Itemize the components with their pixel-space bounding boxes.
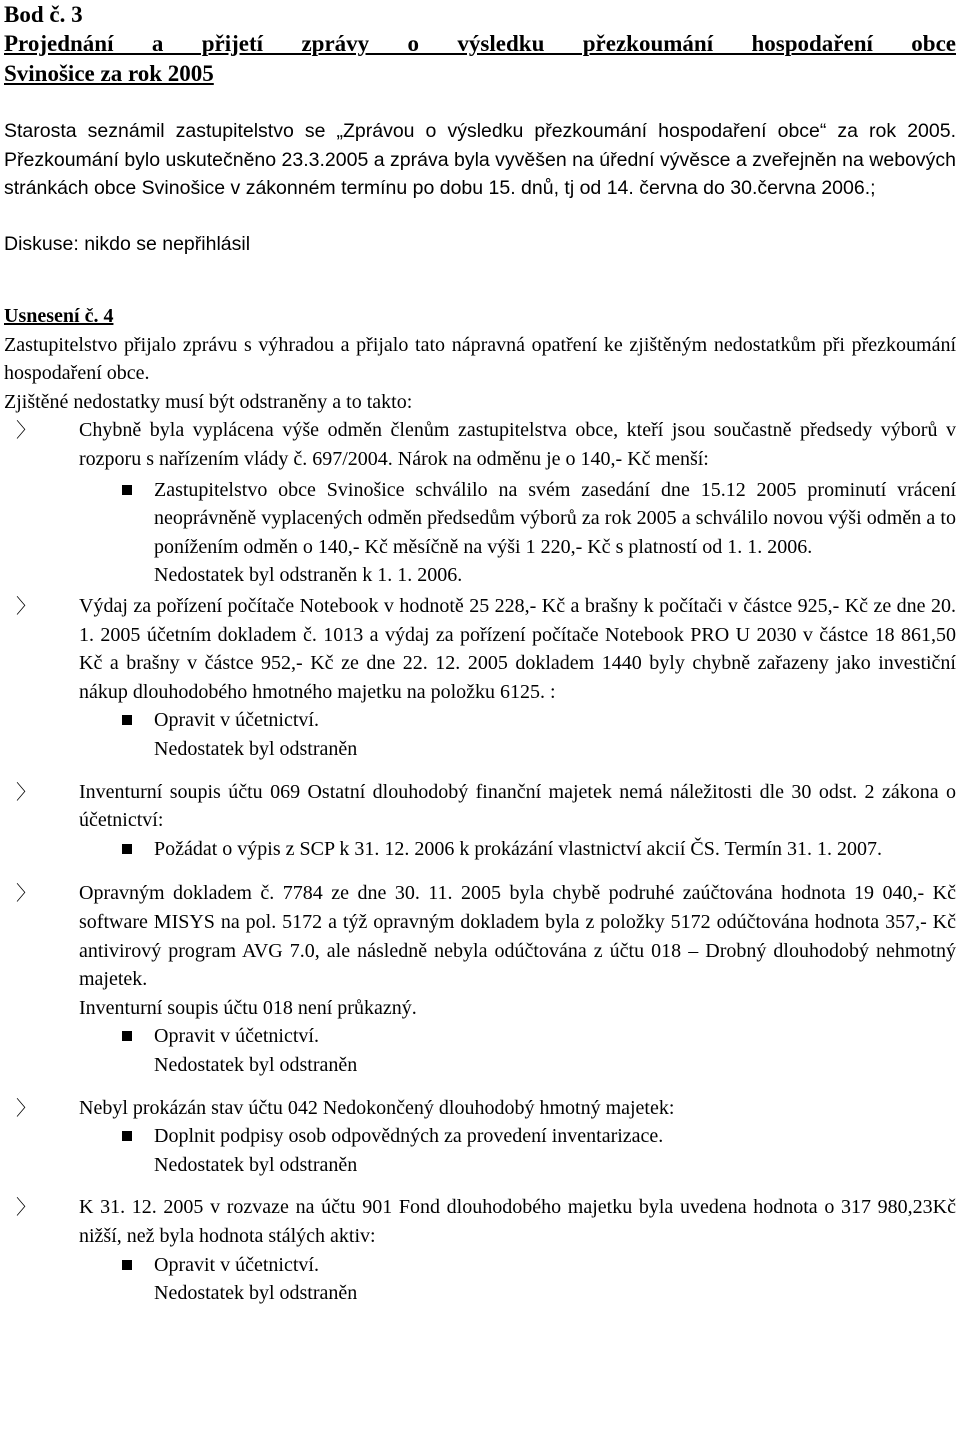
intro-paragraph: Starosta seznámil zastupitelstvo se „Zprávou o výsledku přezkoumání hospodaření obce“ za rok 2005. Přezkoumání bylo uskutečněno 23.3.2005 a zpráva byla vyvěšen na úřední vývěsce a zveřejněn na webových stránkách obce Svinošice v zákonném termínu po dobu 15. dnů, tj od 14. června do 30.června 2006.;	[4, 120, 956, 199]
remedy-status: Nedostatek byl odstraněn	[154, 738, 358, 760]
remedy-status: Nedostatek byl odstraněn	[154, 1153, 358, 1176]
finding-item	[4, 592, 956, 706]
remedy-status: Nedostatek byl odstraněn	[154, 1282, 358, 1305]
square-bullet-icon	[122, 715, 132, 725]
remedy-item	[4, 706, 956, 735]
remedy-item	[4, 1122, 956, 1151]
finding-extra: Inventurní soupis účtu 018 není průkazný.	[79, 996, 417, 1019]
angle-bracket-icon: 〉	[16, 881, 36, 906]
discussion-line: Diskuse: nikdo se nepřihlásil	[4, 232, 251, 255]
remedy-status: Nedostatek byl odstraněn k 1. 1. 2006.	[154, 564, 463, 587]
remedy-item	[4, 1251, 956, 1280]
remedy-item	[4, 835, 956, 864]
document-title-line1: Projednání a přijetí zprávy o výsledku přezkoumání hospodaření obce	[4, 31, 956, 56]
finding-text: Výdaj za pořízení počítače Notebook v hodnotě 25 228,- Kč a brašny k počítači v částce 925,- Kč ze dne 20. 1. 2005 účetním dokladem č. 1013 a výdaj za pořízení počítače Notebook PRO U 2030 v částce 18 861,50 Kč a brašny v částce 952,- Kč ze dne 22. 12. 2005 dokladem 1440 byly chybně zařazeny jako investiční nákup dlouhodobého hmotného majetku na položku 6125. :	[79, 595, 956, 703]
finding-item	[4, 416, 956, 473]
remedy-text: Zastupitelstvo obce Svinošice schválilo na svém zasedání dne 15.12 2005 prominutí vrácení neoprávněně vyplacených odměn předsedům výborů za rok 2005 a schválilo novou výši odměn a to ponížením odměn o 140,- Kč měsíčně na výši 1 220,- Kč s platností od 1. 1. 2006.	[154, 478, 956, 558]
finding-text: K 31. 12. 2005 v rozvaze na účtu 901 Fond dlouhodobého majetku byla uvedena hodnota o 317 980,23Kč nižší, než byla hodnota stálých aktiv:	[79, 1196, 956, 1247]
finding-item	[4, 879, 956, 993]
square-bullet-icon	[122, 1131, 132, 1141]
remedy-text: Doplnit podpisy osob odpovědných za provedení inventarizace.	[154, 1125, 664, 1148]
finding-text: Nebyl prokázán stav účtu 042 Nedokončený dlouhodobý hmotný majetek:	[79, 1096, 675, 1119]
finding-item	[4, 778, 956, 835]
square-bullet-icon	[122, 1260, 132, 1270]
remedy-status: Nedostatek byl odstraněn	[154, 1053, 358, 1076]
resolution-label: Usnesení č. 4	[4, 305, 114, 328]
angle-bracket-icon: 〉	[16, 1195, 36, 1220]
angle-bracket-icon: 〉	[16, 1095, 36, 1120]
resolution-text: Zastupitelstvo přijalo zprávu s výhradou a přijalo tato nápravná opatření ke zjištěným nedostatkům při přezkoumání hospodaření obce.	[4, 333, 956, 385]
square-bullet-icon	[122, 844, 132, 854]
finding-item	[4, 1193, 956, 1250]
angle-bracket-icon: 〉	[16, 418, 36, 443]
finding-text: Chybně byla vyplácena výše odměn členům zastupitelstva obce, kteří jsou součastně předsedy výborů v rozporu s nařízením vlády č. 697/2004. Nárok na odměnu je o 140,- Kč menší:	[79, 419, 956, 471]
findings-intro: Zjištěné nedostatky musí být odstraněny a to takto:	[4, 390, 413, 413]
item-number: Bod č. 3	[4, 2, 83, 27]
findings-list	[4, 416, 956, 1307]
finding-text: Opravným dokladem č. 7784 ze dne 30. 11. 2005 byla chybě podruhé zaúčtována hodnota 19 040,- Kč software MISYS na pol. 5172 a týž opravným dokladem byla z položky 5172 odúčtována hodnota 357,- Kč antivirový program AVG 7.0, ale následně nebyla odúčtována z účtu 018 – Drobný dlouhodobý nehmotný majetek.	[79, 882, 956, 991]
angle-bracket-icon: 〉	[16, 779, 36, 804]
remedy-text: Opravit v účetnictví.	[154, 1025, 319, 1048]
square-bullet-icon	[122, 485, 132, 495]
remedy-text: Požádat o výpis z SCP k 31. 12. 2006 k prokázání vlastnictví akcií ČS. Termín 31. 1. 2007.	[154, 837, 882, 860]
finding-item	[4, 1094, 956, 1123]
document-title-line2: Svinošice za rok 2005	[4, 61, 214, 86]
angle-bracket-icon: 〉	[16, 594, 36, 619]
remedy-text: Opravit v účetnictví.	[154, 1253, 319, 1276]
finding-text: Inventurní soupis účtu 069 Ostatní dlouhodobý finanční majetek nemá náležitosti dle 30 odst. 2 zákona o účetnictví:	[79, 780, 956, 832]
remedy-text: Opravit v účetnictví.	[154, 709, 319, 732]
remedy-item	[4, 476, 956, 562]
square-bullet-icon	[122, 1031, 132, 1041]
remedy-item	[4, 1022, 956, 1051]
